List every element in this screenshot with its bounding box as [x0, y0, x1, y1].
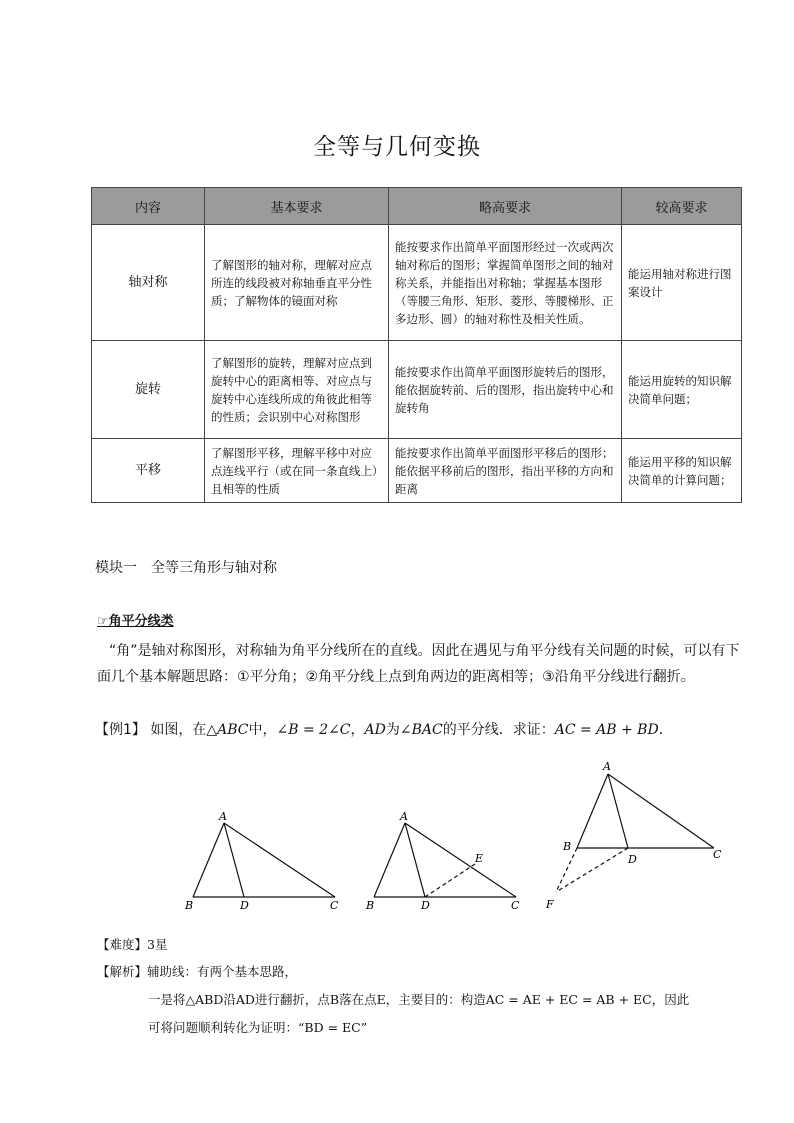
table-row — [92, 439, 742, 503]
label-d: D — [628, 853, 637, 866]
table-header-row — [92, 188, 742, 225]
math-segment: AD — [364, 722, 386, 738]
header-content: 内容 — [92, 188, 205, 225]
example-text: ， — [350, 722, 365, 738]
label-a: A — [400, 810, 408, 823]
fold-de — [425, 864, 475, 897]
example-statement — [95, 719, 745, 739]
label-c: C — [330, 899, 339, 912]
row-basic: 了解图形的轴对称，理解对应点所连的线段被对称轴垂直平分性质；了解物体的镜面对称 — [205, 225, 389, 341]
intro-paragraph: “角”是轴对称图形，对称轴为角平分线所在的直线。因此在遇见与角平分线有关问题的时候，可以有下面几个基本解题思路：①平分角；②角平分线上点到角两边的距离相等；③沿角平分线进行翻折。 — [97, 643, 740, 685]
label-a: A — [603, 760, 611, 773]
row-basic: 了解图形的旋转，理解对应点到旋转中心的距离相等、对应点与旋转中心连线所成的角彼此相等的性质；会识别中心对称图形 — [205, 341, 389, 439]
row-higher: 能按要求作出简单平面图形旋转后的图形，能依据旋转前、后的图形，指出旋转中心和旋转角 — [389, 341, 622, 439]
figure-1 — [193, 823, 335, 897]
section-heading: ☞角平分线类 — [97, 614, 174, 629]
page-title: 全等与几何变换 — [313, 134, 481, 160]
math-angle: ∠BAC — [399, 722, 443, 738]
figure-2 — [374, 823, 516, 897]
analysis-detail-1: 一是将△ABD沿AD进行翻折，点B落在点E，主要目的：构造AC = AE + EC = AB + EC，因此 — [148, 992, 690, 1007]
math-angle-eq: ∠B = 2∠C — [276, 722, 351, 738]
example-text: ． — [658, 722, 673, 738]
header-basic: 基本要求 — [205, 188, 389, 225]
analysis-line — [97, 962, 297, 980]
difficulty-line: 【难度】3星 — [97, 937, 168, 952]
analysis-lead: 辅助线：有两个基本思路， — [147, 964, 298, 979]
row-topic: 平移 — [92, 439, 205, 503]
row-basic: 了解图形平移，理解平移中对应点连线平行（或在同一条直线上）且相等的性质 — [205, 439, 389, 503]
example-text: 为 — [385, 722, 400, 738]
math-triangle: △ABC — [206, 722, 249, 738]
row-highest: 能运用旋转的知识解决简单问题； — [622, 341, 742, 439]
edge-ab — [577, 774, 608, 848]
label-c: C — [713, 848, 722, 861]
table-row — [92, 225, 742, 341]
math-goal: AC = AB + BD — [554, 722, 659, 738]
label-e: E — [475, 852, 484, 865]
geometry-figures — [0, 750, 794, 920]
label-b: B — [366, 899, 375, 912]
example-text: 中， — [248, 722, 277, 738]
row-higher: 能按要求作出简单平面图形平移后的图形；能依据平移前后的图形，指出平移的方向和距离 — [389, 439, 622, 503]
requirements-table — [91, 187, 742, 503]
header-highest: 较高要求 — [622, 188, 742, 225]
example-label: 【例1】 — [95, 722, 146, 738]
label-c: C — [511, 899, 520, 912]
label-a: A — [219, 810, 227, 823]
edge-ac — [608, 774, 714, 848]
header-higher: 略高要求 — [389, 188, 622, 225]
example-text: 如图，在 — [150, 722, 207, 738]
row-highest: 能运用轴对称进行图案设计 — [622, 225, 742, 341]
table-row — [92, 341, 742, 439]
module-heading: 模块一 全等三角形与轴对称 — [95, 560, 277, 576]
analysis-detail-2: 可将问题顺利转化为证明：“BD = EC” — [148, 1020, 368, 1035]
row-highest: 能运用平移的知识解决简单的计算问题； — [622, 439, 742, 503]
label-d: D — [240, 899, 249, 912]
label-b: B — [563, 840, 572, 853]
edge-ab — [374, 823, 405, 897]
bisector-ad — [608, 774, 628, 848]
figure-3 — [556, 774, 714, 892]
label-f: F — [546, 898, 554, 911]
row-topic: 旋转 — [92, 341, 205, 439]
label-d: D — [421, 899, 430, 912]
row-higher: 能按要求作出简单平面图形经过一次或两次轴对称后的图形；掌握简单图形之间的轴对称关系，并能指出对称轴；掌握基本图形（等腰三角形、矩形、菱形、等腰梯形、正多边形、圆）的轴对称性及相关性质。 — [389, 225, 622, 341]
row-topic: 轴对称 — [92, 225, 205, 341]
analysis-label: 【解析】 — [97, 964, 148, 979]
edge-ab — [193, 823, 224, 897]
example-text: 的平分线．求证： — [442, 722, 555, 738]
label-b: B — [185, 899, 194, 912]
